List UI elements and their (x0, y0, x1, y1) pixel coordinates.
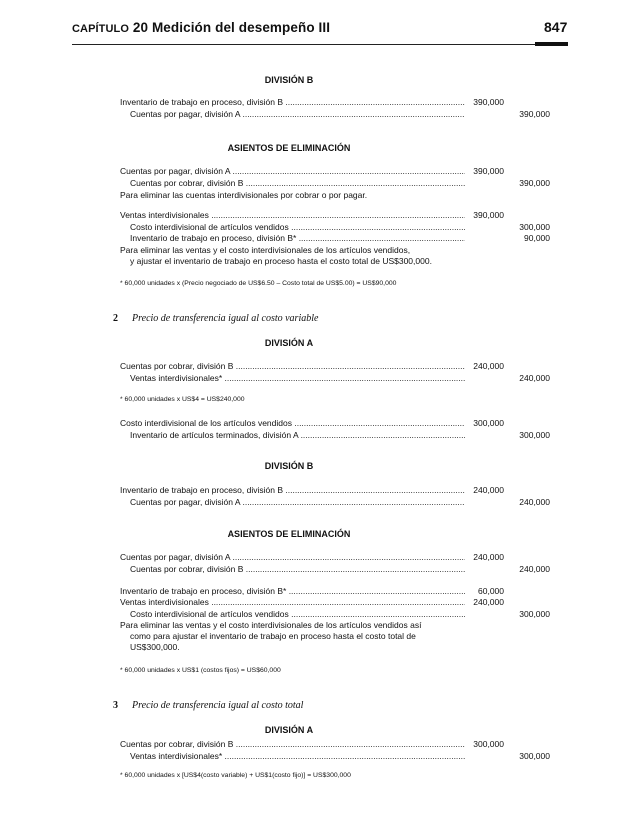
chapter-title (72, 20, 330, 35)
entry-debit-line: Ventas interdivisionales ..... (120, 597, 465, 607)
section-2-title (113, 313, 318, 324)
entry-credit-line: Cuentas por cobrar, división B ..... (130, 178, 465, 188)
entry-debit-line: Cuentas por cobrar, división B ..... (120, 739, 465, 749)
entry-debit-line: Costo interdivisional de los artículos vendidos ..... (120, 418, 465, 428)
entry-credit-line: Costo interdivisional de artículos vendidos ..... (130, 222, 465, 232)
entry-explanation: Para eliminar las ventas y el costo interdivisionales de los artículos vendidos, (120, 245, 411, 255)
footnote: * 60,000 unidades x (Precio negociado de US$6.50 – Costo total de US$5.00) = US$90,000 (120, 280, 397, 287)
entry-credit-line: Cuentas por pagar, división A ..... (130, 497, 465, 507)
division-b-heading: DIVISIÓN B (264, 461, 314, 471)
entry-explanation: US$300,000. (130, 642, 180, 652)
credit-amount: 390,000 (519, 109, 550, 119)
footnote: * 60,000 unidades x US$4 = US$240,000 (120, 396, 245, 403)
page-number: 847 (544, 19, 568, 35)
division-a-heading: DIVISIÓN A (264, 725, 314, 735)
header-rule-mark (535, 42, 568, 46)
section-title-text: Precio de transferencia igual al costo variable (132, 313, 319, 324)
entry-credit-line: Inventario de artículos terminados, división A ..... (130, 430, 465, 440)
division-a-heading: DIVISIÓN A (264, 338, 314, 348)
entry-credit-line: Cuentas por pagar, división A ..... (130, 109, 465, 119)
entry-debit-line: Cuentas por pagar, división A ..... (120, 552, 465, 562)
debit-amount: 240,000 (473, 597, 504, 607)
entry-credit-line: Ventas interdivisionales* ..... (130, 751, 465, 761)
entry-explanation: como para ajustar el inventario de trabajo en proceso hasta el costo total de (130, 631, 416, 641)
header-rule (72, 44, 568, 45)
section-number: 2 (113, 313, 118, 324)
footnote: * 60,000 unidades x US$1 (costos fijos) = US$60,000 (120, 667, 281, 674)
division-b-heading: DIVISIÓN B (264, 75, 314, 85)
entry-debit-line: Cuentas por cobrar, división B ..... (120, 361, 465, 371)
credit-amount: 240,000 (519, 564, 550, 574)
credit-amount: 240,000 (519, 497, 550, 507)
debit-amount: 60,000 (478, 586, 504, 596)
credit-amount: 300,000 (519, 751, 550, 761)
elimination-heading: ASIENTOS DE ELIMINACIÓN (227, 143, 351, 153)
entry-debit-line: Inventario de trabajo en proceso, división B ..... (120, 485, 465, 495)
entry-credit-line: Inventario de trabajo en proceso, división B* ..... (130, 233, 465, 243)
entry-explanation: Para eliminar las ventas y el costo interdivisionales de los artículos vendidos así (120, 620, 422, 630)
credit-amount: 300,000 (519, 222, 550, 232)
credit-amount: 300,000 (519, 430, 550, 440)
debit-amount: 300,000 (473, 418, 504, 428)
chapter-word: CAPÍTULO (72, 23, 130, 35)
debit-amount: 300,000 (473, 739, 504, 749)
chapter-rest: 20 Medición del desempeño III (129, 20, 331, 35)
entry-debit-line: Cuentas por pagar, división A ..... (120, 166, 465, 176)
credit-amount: 390,000 (519, 178, 550, 188)
debit-amount: 240,000 (473, 552, 504, 562)
credit-amount: 300,000 (519, 609, 550, 619)
entry-debit-line: Inventario de trabajo en proceso, división B* ..... (120, 586, 465, 596)
credit-amount: 240,000 (519, 373, 550, 383)
section-3-title (113, 700, 303, 711)
debit-amount: 390,000 (473, 166, 504, 176)
elimination-heading: ASIENTOS DE ELIMINACIÓN (227, 529, 351, 539)
entry-credit-line: Costo interdivisional de artículos vendidos ..... (130, 609, 465, 619)
entry-credit-line: Cuentas por cobrar, división B ..... (130, 564, 465, 574)
section-title-text: Precio de transferencia igual al costo total (132, 700, 304, 711)
entry-debit-line: Inventario de trabajo en proceso, división B ..... (120, 97, 465, 107)
debit-amount: 390,000 (473, 97, 504, 107)
footnote: * 60,000 unidades x [US$4(costo variable) + US$1(costo fijo)] = US$300,000 (120, 772, 351, 779)
debit-amount: 240,000 (473, 361, 504, 371)
entry-explanation: Para eliminar las cuentas interdivisionales por cobrar o por pagar. (120, 190, 368, 200)
debit-amount: 240,000 (473, 485, 504, 495)
section-number: 3 (113, 700, 118, 711)
credit-amount: 90,000 (524, 233, 550, 243)
entry-explanation: y ajustar el inventario de trabajo en proceso hasta el costo total de US$300,000. (130, 256, 432, 266)
entry-debit-line: Ventas interdivisionales ..... (120, 210, 465, 220)
entry-credit-line: Ventas interdivisionales* ..... (130, 373, 465, 383)
debit-amount: 390,000 (473, 210, 504, 220)
